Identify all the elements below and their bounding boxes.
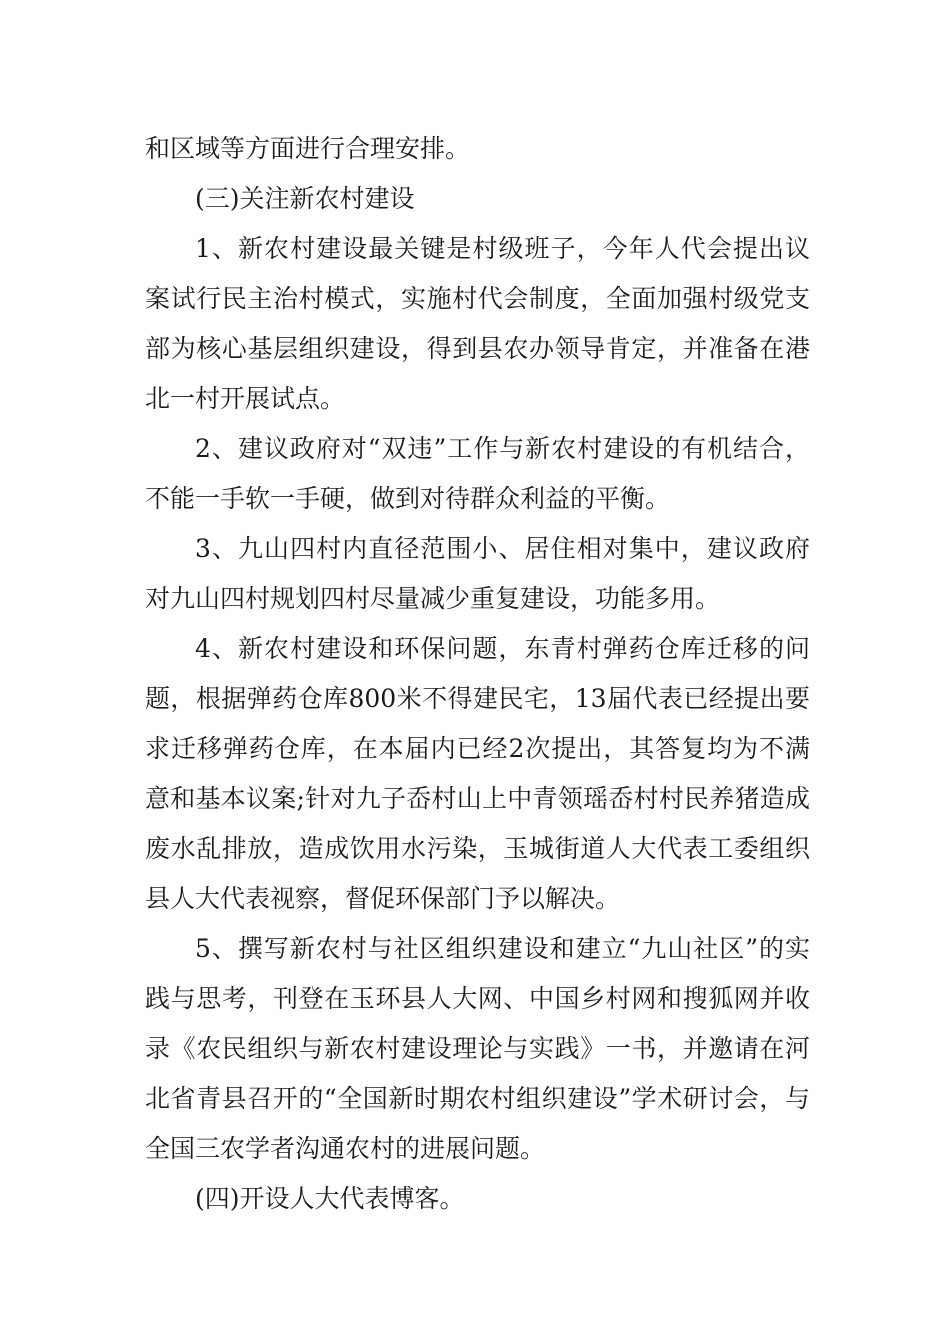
document-page xyxy=(145,124,810,1224)
paragraph-item-4: 4、新农村建设和环保问题，东青村弹药仓库迁移的问题，根据弹药仓库800米不得建民宅，13届代表已经提出要求迁移弹药仓库，在本届内已经2次提出，其答复均为不满意和基本议案;针对九子岙村山上中青领瑶岙村村民养猪造成废水乱排放，造成饮用水污染，玉城街道人大代表工委组织县人大代表视察，督促环保部门予以解决。 xyxy=(145,634,810,913)
section-heading-three: (三)关注新农村建设 xyxy=(195,184,415,213)
section-heading-four: (四)开设人大代表博客。 xyxy=(195,1184,465,1213)
paragraph-item-2: 2、建议政府对“双违”工作与新农村建设的有机结合，不能一手软一手硬，做到对待群众利益的平衡。 xyxy=(145,434,810,513)
paragraph-item-5: 5、撰写新农村与社区组织建设和建立“九山社区”的实践与思考，刊登在玉环县人大网、中国乡村网和搜狐网并收录《农民组织与新农村建设理论与实践》一书，并邀请在河北省青县召开的“全国新时期农村组织建设”学术研讨会，与全国三农学者沟通农村的进展问题。 xyxy=(145,934,810,1163)
paragraph-continuation: 和区域等方面进行合理安排。 xyxy=(145,134,471,163)
paragraph-item-1: 1、新农村建设最关键是村级班子，今年人代会提出议案试行民主治村模式，实施村代会制度，全面加强村级党支部为核心基层组织建设，得到县农办领导肯定，并准备在港北一村开展试点。 xyxy=(145,234,810,413)
paragraph-item-3: 3、九山四村内直径范围小、居住相对集中，建议政府对九山四村规划四村尽量减少重复建设，功能多用。 xyxy=(145,534,810,613)
